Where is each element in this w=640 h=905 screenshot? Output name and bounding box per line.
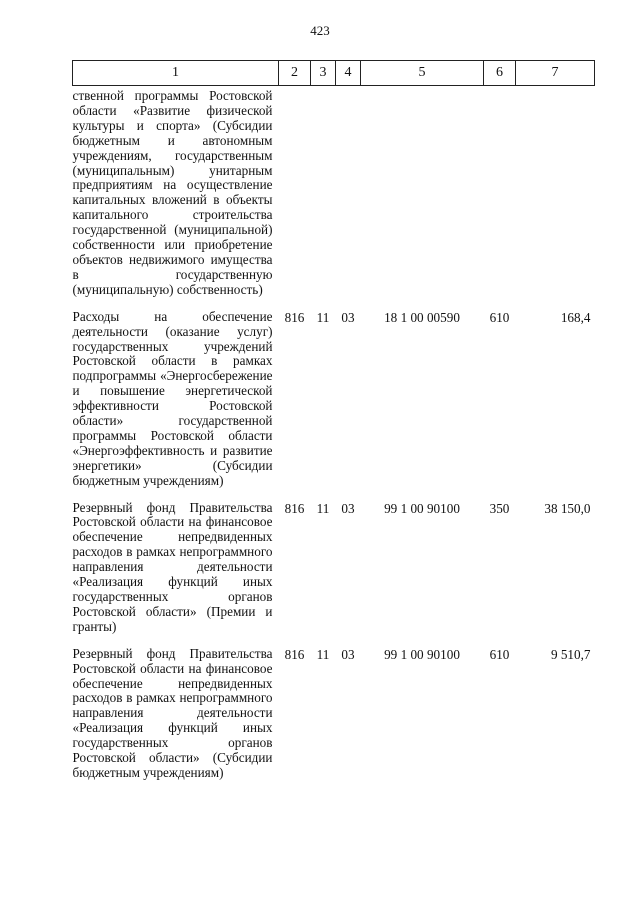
row-amount: 38 150,0: [544, 500, 591, 516]
table-row: [73, 298, 595, 489]
row-target-article: [361, 86, 484, 298]
column-header-7: 7: [516, 61, 595, 86]
row-description: Расходы на обеспечение деятельности (оказание услуг) государственных учреждений Ростовской области в рамках подпрограммы «Энергосбережение и повышение энергетической эффективности Ростовской области» государственной программы Ростовской области «Энергоэффективность и развитие энергетики» (Субсидии бюджетным учреждениям): [72, 308, 273, 488]
table-row: [73, 86, 595, 298]
row-ministry-code: 816: [284, 646, 305, 662]
row-section: 11: [316, 309, 330, 325]
row-amount: 9 510,7: [550, 646, 591, 662]
page-number: 423: [310, 23, 330, 38]
table-row: [73, 635, 595, 781]
row-ministry-code: [279, 86, 311, 298]
column-header-1: 1: [73, 61, 279, 86]
row-section: 11: [316, 500, 330, 516]
row-ministry-code: 816: [284, 500, 305, 516]
row-section: [311, 86, 336, 298]
row-description: Резервный фонд Правительства Ростовской области на финансовое обеспечение непредвиденных расходов в рамках непрограммного направления деятельности «Реализация функций иных государственных органов Ростовской области» (Премии и гранты): [72, 499, 273, 634]
row-target-article: 99 1 00 90100: [384, 646, 460, 662]
row-description: Резервный фонд Правительства Ростовской области на финансовое обеспечение непредвиденных расходов в рамках непрограммного направления деятельности «Реализация функций иных государственных органов Ростовской области» (Субсидии бюджетным учреждениям): [72, 645, 273, 780]
row-amount: 168,4: [560, 309, 591, 325]
column-header-5: 5: [361, 61, 484, 86]
budget-table: [72, 60, 595, 781]
row-expense-type: 610: [489, 309, 510, 325]
row-target-article: 99 1 00 90100: [384, 500, 460, 516]
row-expense-type: [484, 86, 516, 298]
column-header-3: 3: [311, 61, 336, 86]
table-row: [73, 489, 595, 635]
row-target-article: 18 1 00 00590: [384, 309, 460, 325]
header-row: [73, 61, 595, 86]
row-description: ственной программы Ростовской области «Развитие физической культуры и спорта» (Субсидии бюджетным и автономным учреждениям, государственным (муниципальным) унитарным предприятиям на осуществление капитальных вложений в объекты капитального строительства государственной (муниципальной) собственности или приобретение объектов недвижимого имущества в государственную (муниципальную) собственность): [72, 88, 273, 297]
row-subsection: 03: [341, 646, 355, 662]
row-expense-type: 350: [489, 500, 510, 516]
row-subsection: [336, 86, 361, 298]
row-expense-type: 610: [489, 646, 510, 662]
row-amount: [516, 86, 595, 298]
row-ministry-code: 816: [284, 309, 305, 325]
column-header-4: 4: [336, 61, 361, 86]
row-section: 11: [316, 646, 330, 662]
column-header-6: 6: [484, 61, 516, 86]
column-header-2: 2: [279, 61, 311, 86]
row-subsection: 03: [341, 309, 355, 325]
row-subsection: 03: [341, 500, 355, 516]
